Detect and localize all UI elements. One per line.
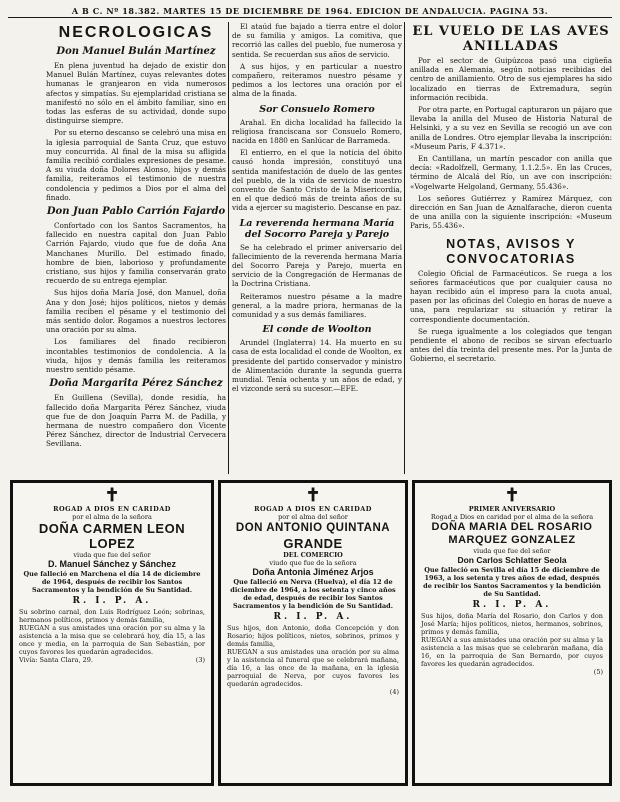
rogad-text: Rogad a Dios en caridad por el alma de la señora — [430, 513, 594, 521]
paragraph: El ataúd fue bajado a tierra entre el dolor de su familia y amigos. La comitiva, que recorrió las calles del pueblo, fue numerosa y sentida. Se recuerdan sus años de servicio. — [232, 22, 402, 59]
fallecio-text: Que falleció en Nerva (Huelva), el día 12 de diciembre de 1964, a los setenta y cinco años de edad, después de recibir los Santos Sacramentos y la bendición de Su Santidad. — [230, 578, 396, 610]
paragraph: Se ruega igualmente a los colegiados que tengan pendiente el abono de recibos se sirvan efectuarlo antes del día treinta del presente mes. Por la Junta de Gobierno, el secretario. — [410, 326, 612, 364]
column-right — [410, 22, 612, 477]
paragraph: Colegio Oficial de Farmacéuticos. Se ruega a los señores farmacéuticos que por cualquier causa no hayan recibido aún el impreso para la cuota anual, pasen por las oficinas del Colegio en horas de nueve a una, para regularizar su situación y retirar la correspondiente documentación. — [410, 268, 612, 324]
ad-code: (3) — [195, 656, 205, 664]
address-line — [227, 688, 399, 696]
family-text: Sus hijos, don Antonio, doña Concepción y don Rosario; hijos políticos, nietos, sobrinos, primos y demás familia, — [227, 624, 399, 648]
address-text: Vivía: Santa Clara, 29. — [19, 656, 93, 664]
necrologicas-title: NECROLOGICAS — [58, 24, 214, 41]
family-text: Su sobrino carnal, don Luis Rodríguez León; sobrinas, hermanos políticos, primos y demás familia, — [19, 608, 205, 624]
address-line — [19, 656, 205, 664]
obit-heading-romero: Sor Consuelo Romero — [259, 103, 375, 115]
column-divider — [228, 22, 229, 474]
cross-icon: ✝ — [305, 485, 321, 506]
viuda-text: viuda que fue del señor — [73, 551, 151, 559]
paragraph: Sus hijos doña María José, don Manuel, doña Ana y don José; hijos políticos, nietos y demás familia reciben el pésame y el testimonio del más sentido dolor. Rogamos a nuestros lectores una oración por su alma. — [46, 288, 226, 335]
deceased-name-line2: LOPEZ — [89, 536, 135, 551]
fallecio-text: Que falleció en Marchena el día 14 de diciembre de 1964, después de recibir los Santos Sacramentos y la bendición de Su Santidad. — [23, 570, 201, 594]
paragraph: Se ha celebrado el primer aniversario del fallecimiento de la reverenda hermana María del Socorro Pareja y Parejo, muerta en servicio de la Congregación de Hermanas de la Doctrina Cristiana. — [232, 242, 402, 289]
header-rule — [8, 17, 612, 18]
obit-heading-perez: Doña Margarita Pérez Sánchez — [49, 378, 223, 390]
paragraph: Los señores Gutiérrez y Ramírez Márquez, con dirección en San Juan de Aznalfarache, dieron cuenta de una anilla con la siguiente inscripción: «Museum Paris, 55.436». — [410, 193, 612, 231]
column-middle — [232, 22, 402, 477]
notas-title: NOTAS, AVISOS Y CONVOCATORIAS — [446, 236, 576, 266]
paragraph: En Cantillana, un martín pescador con anilla que decía: «Radolfzell, Germany, 1.1.2.5». En las Cruces, término de Alcalá del Río, un ave con inscripción: «Vogelwarte Helgoland, Germany, 55.436». — [410, 154, 612, 191]
aniversario-text: PRIMER ANIVERSARIO — [468, 505, 556, 513]
paragraph: A sus hijos, y en particular a nuestro compañero, reiteramos nuestro pésame y pedimos a los lectores una oración por el alma de la finada. — [232, 61, 402, 99]
deceased-name-line1: DOÑA CARMEN LEON — [38, 521, 186, 536]
occupation-text: DEL COMERCIO — [283, 551, 343, 559]
deceased-name-line2: MARQUEZ GONZALEZ — [448, 534, 576, 546]
obit-heading-woolton: El conde de Woolton — [262, 324, 372, 336]
obit-heading-pareja: La reverenda hermana María del Socorro Pareja y Parejo — [239, 217, 395, 240]
paragraph: En Guillena (Sevilla), donde residía, ha fallecido doña Margarita Pérez Sánchez, viuda que fue de don Joaquín Parra M. de Padilla, y hermana de nuestro compañero don Vicente Pérez Sánchez, director de Industrial Cervecera Sevillana. — [46, 393, 226, 449]
paragraph: Arahal. En dicha localidad ha fallecido la religiosa franciscana sor Consuelo Romero, nacida en 1880 en Sanlúcar de Barrameda. — [232, 117, 402, 146]
ripa: R. I. P. A. — [472, 600, 552, 610]
rogad-text: ROGAD A DIOS EN CARIDAD — [254, 505, 372, 513]
obituary-box-marquez — [412, 480, 612, 786]
paragraph: Por su eterno descanso se celebró una misa en la iglesia parroquial de Santa Cruz, que estuvo muy concurrida. Al final de la misa su afligida familia recibió cordiales expresiones de pesame. A su viuda doña Dolores Alonso, hijos y demás familia, reiteramos el testimonio de nuestra condolencia y pedimos a Dios por el alma del finado. — [46, 128, 226, 202]
paragraph: Los familiares del finado recibieron incontables testimonios de condolencia. A la viuda, hijos y demás familia les reiteramos nuestro sentido pésame. — [46, 337, 226, 375]
ripa: R. I. P. A. — [273, 612, 353, 622]
paragraph: Por otra parte, en Portugal capturaron un pájaro que llevaba la anilla del Museo de Historia Natural de Helsinki, y a su vez en Sevilla se recogió un ave con anilla de Londres. Otro ejemplar llevaba la inscripción: «Museum Paris, F 4.371». — [410, 105, 612, 151]
paragraph: Confortado con los Santos Sacramentos, ha fallecido en nuestra capital don Juan Pablo Carrión Fajardo, viudo que fue de doña Ana Manchanes Murillo. Del estimado finado, hombre de bien, laborioso y profundamente cristiano, sus hijos y familia conservarán grato recuerdo de su entrega ejemplar. — [46, 221, 226, 286]
address-line — [421, 668, 603, 676]
family-text: Sus hijos, doña María del Rosario, don Carlos y don José María; hijos políticos, nietos, hermanos, sobrinos, primos y demás familia, — [421, 612, 603, 636]
ruegan-text: RUEGAN a sus amistades una oración por su alma y la asistencia a la misa que se celebrará hoy, día 15, a las once y media, en la parroquia de San Sebastián, por cuyos favores les quedarán agradecidos. — [19, 624, 205, 656]
obit-heading-carrion: Don Juan Pablo Carrión Fajardo — [46, 206, 226, 218]
viuda-text: viuda que fue del señor — [473, 547, 551, 555]
deceased-name-line1: DOÑA MARIA DEL ROSARIO — [431, 521, 593, 533]
page-header: A B C. Nº 18.382. MARTES 15 DE DICIEMBRE DE 1964. EDICION DE ANDALUCIA. PAGINA 53. — [71, 6, 549, 16]
cross-icon: ✝ — [104, 485, 120, 506]
column-necrologicas — [46, 22, 226, 477]
column-divider — [404, 22, 405, 474]
spouse-name: Doña Antonia Jiménez Arjos — [252, 567, 374, 577]
paragraph: El entierro, en el que la noticia del óbito causó honda impresión, constituyó una sentida manifestación de duelo de las gentes del pueblo, de la vida de servicio de nuestro convento de Santo Cristo de la Misericordia, en el que dedicó más de treinta años de su vida a ejercer su magisterio. Descanse en paz. — [232, 148, 402, 213]
paragraph: Por el sector de Guipúzcoa pasó una cigüeña anillada en Alemania, según noticias recibidas del centro de anillamiento. Otro de sus ejemplares ha sido localizado en tierras de Extremadura, según información recibida. — [410, 56, 612, 102]
deceased-name-line2: GRANDE — [283, 536, 343, 551]
ruegan-text: RUEGAN a sus amistades una oración por su alma y la asistencia a las misas que se celebrarán mañana, día 16, en la parroquia de San Bernardo, por cuyos favores les quedarán agradecidos. — [421, 636, 603, 668]
ad-code: (5) — [593, 668, 603, 676]
ad-code: (4) — [389, 688, 399, 696]
obituary-box-quintana — [218, 480, 408, 786]
paragraph: Arundel (Inglaterra) 14. Ha muerto en su casa de esta localidad el conde de Woolton, ex presidente del partido conservador y ministro de Alimentación durante la segunda guerra mundial. Tenía ochenta y un años de edad, y el vizconde será su sucesor.—EFE. — [232, 338, 402, 394]
rogad-text: ROGAD A DIOS EN CARIDAD — [53, 505, 171, 513]
deceased-name-line1: DON ANTONIO QUINTANA — [235, 522, 391, 534]
por-alma-text: por el alma del señor — [278, 513, 348, 521]
cross-icon: ✝ — [504, 485, 520, 506]
paragraph: En plena juventud ha dejado de existir don Manuel Bulán Martínez, cuyas relevantes dotes humanas le granjearon en vida numerosos afectos y simpatías. Su ejemplaridad cristiana se manifestó no sólo en el ámbito familiar, sino en todas las esferas de su actividad, donde supo distinguirse siempre. — [46, 61, 226, 126]
paragraph: Reiteramos nuestro pésame a la madre general, a la madre priora, hermanas de la comunidad y a sus demás familiares. — [232, 291, 402, 320]
obit-heading-bulan: Don Manuel Bulán Martínez — [56, 46, 216, 57]
ripa: R. I. P. A. — [72, 596, 152, 606]
spouse-name: Don Carlos Schlatter Seola — [457, 555, 567, 565]
fallecio-text: Que falleció en Sevilla el día 15 de diciembre de 1963, a los setenta y tres años de edad, después de recibir los Santos Sacramentos y la bendición de Su Santidad. — [423, 566, 601, 598]
viudo-text: viudo que fue de la señora — [269, 559, 357, 567]
ruegan-text: RUEGAN a sus amistades una oración por su alma y la asistencia al funeral que se celebrará mañana, día 16, a las once de la mañana, en la iglesia parroquial de Nerva, por cuyos favores les quedarán agradecidos. — [227, 648, 399, 688]
por-alma-text: por el alma de la señora — [72, 513, 152, 521]
aves-title: EL VUELO DE LAS AVES ANILLADAS — [412, 24, 610, 54]
spouse-name: D. Manuel Sánchez y Sánchez — [47, 559, 177, 569]
obituary-box-leon — [10, 480, 214, 786]
